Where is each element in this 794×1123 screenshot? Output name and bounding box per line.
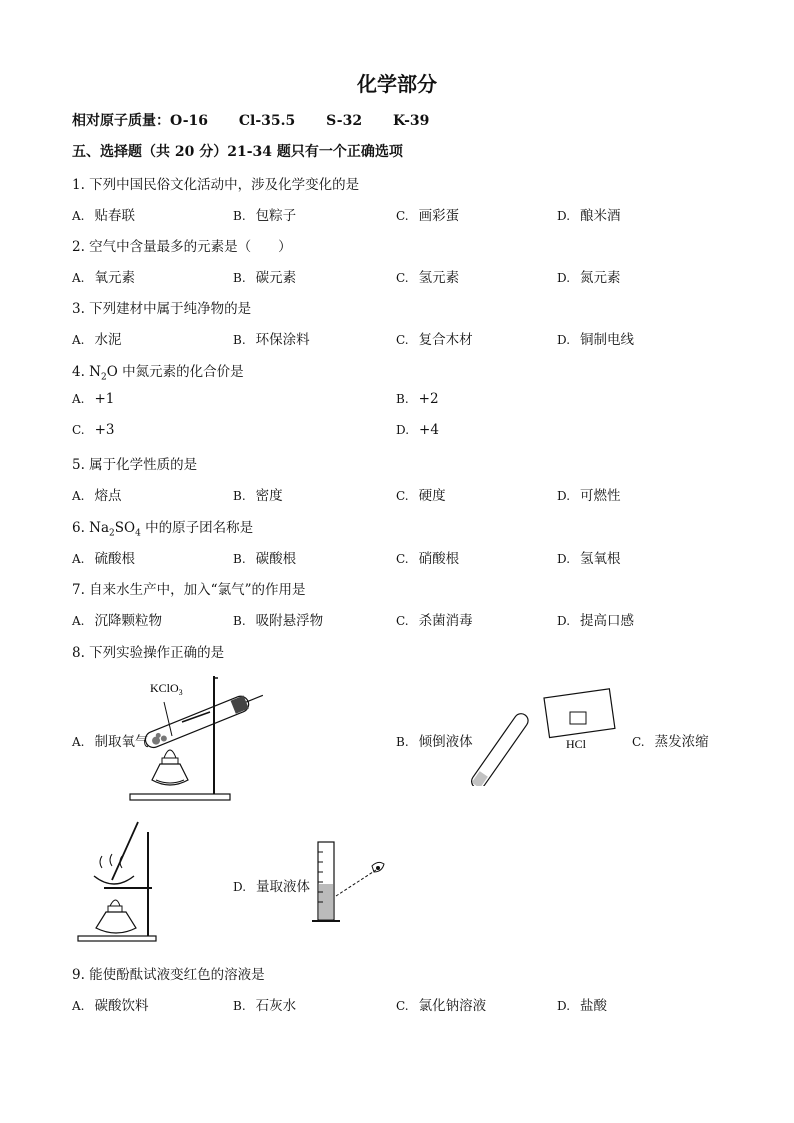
q7-option-d[interactable]	[557, 609, 634, 629]
option-text: 包粽子	[255, 208, 297, 224]
option-label: C.	[396, 999, 409, 1013]
option-text: 画彩蛋	[418, 208, 460, 224]
atomic-masses	[72, 110, 429, 130]
question-1-stem: 1. 下列中国民俗文化活动中，涉及化学变化的是	[72, 177, 360, 193]
q9-option-c[interactable]	[396, 994, 486, 1014]
q8-option-b[interactable]	[396, 730, 473, 750]
option-text: +4	[419, 422, 439, 438]
option-label: D.	[396, 423, 410, 437]
q5-option-a[interactable]	[72, 484, 121, 504]
option-label: C.	[632, 735, 645, 749]
option-text: 盐酸	[580, 998, 608, 1014]
option-text: 环保涂料	[255, 332, 310, 348]
q7-option-b[interactable]	[233, 609, 323, 629]
option-text: 硝酸根	[418, 551, 460, 567]
option-text: 水泥	[94, 332, 122, 348]
option-label: C.	[396, 614, 409, 628]
option-text: 氢元素	[418, 270, 460, 286]
option-text: 氢氧根	[580, 551, 621, 567]
option-label: B.	[233, 271, 246, 285]
option-label: A.	[72, 735, 85, 749]
option-text: 沉降颗粒物	[94, 613, 162, 629]
option-text: 氯化钠溶液	[418, 998, 487, 1014]
evaporation-figure	[74, 818, 164, 944]
stem-part: 4. N	[72, 364, 101, 380]
question-7-stem: 7. 自来水生产中，加入“氯气”的作用是	[72, 582, 306, 598]
q2-option-a[interactable]	[72, 266, 135, 286]
stem-part: O 中氮元素的化合价是	[106, 364, 244, 380]
option-label: C.	[396, 552, 409, 566]
option-text: 碳酸饮料	[94, 998, 149, 1014]
question-8-stem: 8. 下列实验操作正确的是	[72, 645, 225, 661]
option-text: 氮元素	[580, 270, 621, 286]
q3-option-a[interactable]	[72, 328, 121, 348]
option-text: 酿米酒	[580, 208, 621, 224]
mass-o: O-16	[170, 113, 209, 129]
stem-part: SO	[114, 520, 136, 536]
option-text: 氧元素	[94, 270, 135, 286]
q6-option-d[interactable]	[557, 547, 621, 567]
mass-k: K-39	[392, 113, 430, 129]
pouring-liquid-figure	[470, 686, 620, 786]
q1-option-c[interactable]	[396, 204, 459, 224]
q6-option-c[interactable]	[396, 547, 459, 567]
q6-option-a[interactable]	[72, 547, 135, 567]
q5-option-b[interactable]	[233, 484, 283, 504]
atomic-masses-label: 相对原子质量：	[72, 113, 170, 129]
option-label: A.	[72, 489, 85, 503]
q9-option-b[interactable]	[233, 994, 296, 1014]
option-label: D.	[557, 271, 571, 285]
q4-option-a[interactable]	[72, 391, 114, 407]
option-text: 硫酸根	[94, 551, 135, 567]
q2-option-c[interactable]	[396, 266, 459, 286]
q9-option-a[interactable]	[72, 994, 148, 1014]
option-text: 制取氧气	[94, 734, 149, 750]
option-label: A.	[72, 392, 85, 406]
option-label: D.	[557, 999, 571, 1013]
question-5-stem: 5. 属于化学性质的是	[72, 457, 198, 473]
option-label: C.	[396, 271, 409, 285]
option-label: A.	[72, 209, 85, 223]
option-label: D.	[557, 552, 571, 566]
subscript: 2	[100, 372, 107, 383]
stem-part: 中的原子团名称是	[140, 520, 254, 536]
q5-option-d[interactable]	[557, 484, 621, 504]
kclo3-label: KClO$_3$	[150, 681, 183, 697]
option-text: 铜制电线	[580, 332, 635, 348]
option-text: 碳酸根	[255, 551, 297, 567]
option-text: +1	[94, 391, 115, 407]
question-9-stem: 9. 能使酚酞试液变红色的溶液是	[72, 967, 265, 983]
question-3-stem: 3. 下列建材中属于纯净物的是	[72, 301, 252, 317]
option-text: +3	[94, 422, 115, 438]
q2-option-b[interactable]	[233, 266, 296, 286]
option-text: 硬度	[418, 488, 446, 504]
q4-option-d[interactable]	[396, 422, 439, 438]
option-text: 吸附悬浮物	[255, 613, 324, 629]
q5-option-c[interactable]	[396, 484, 446, 504]
option-label: D.	[557, 614, 571, 628]
option-text: 碳元素	[255, 270, 297, 286]
option-label: D.	[557, 489, 571, 503]
option-label: A.	[72, 271, 85, 285]
q3-option-b[interactable]	[233, 328, 310, 348]
q7-option-c[interactable]	[396, 609, 473, 629]
page-title: 化学部分	[357, 72, 437, 96]
option-label: C.	[396, 489, 409, 503]
hcl-label: HCl	[566, 737, 587, 751]
q7-option-a[interactable]	[72, 609, 162, 629]
option-text: 量取液体	[256, 879, 311, 895]
q3-option-c[interactable]	[396, 328, 473, 348]
option-label: C.	[396, 333, 409, 347]
question-4-stem	[72, 360, 244, 383]
option-label: D.	[233, 880, 247, 894]
measuring-cylinder-figure	[310, 838, 390, 926]
option-text: +2	[418, 391, 439, 407]
q8-option-d[interactable]	[233, 875, 310, 895]
mass-cl: Cl-35.5	[238, 113, 296, 129]
mass-s: S-32	[326, 113, 363, 129]
q6-option-b[interactable]	[233, 547, 296, 567]
q8-option-c[interactable]	[632, 730, 709, 750]
option-label: A.	[72, 614, 85, 628]
option-label: B.	[233, 489, 246, 503]
option-label: A.	[72, 552, 85, 566]
option-label: B.	[233, 209, 246, 223]
option-label: D.	[557, 209, 571, 223]
subscript: 2	[109, 528, 115, 539]
q3-option-d[interactable]	[557, 328, 634, 348]
q2-option-d[interactable]	[557, 266, 621, 286]
option-text: 提高口感	[580, 613, 635, 629]
q8-option-a[interactable]	[72, 730, 148, 750]
option-text: 复合木材	[418, 332, 473, 348]
option-label: B.	[233, 552, 246, 566]
option-text: 可燃性	[580, 488, 621, 504]
option-label: B.	[233, 999, 246, 1013]
option-text: 蒸发浓缩	[654, 734, 709, 750]
option-text: 倾倒液体	[418, 734, 473, 750]
option-label: A.	[72, 333, 85, 347]
subscript: 4	[135, 528, 141, 539]
option-label: B.	[396, 392, 409, 406]
option-text: 熔点	[94, 488, 122, 504]
q1-option-b[interactable]	[233, 204, 296, 224]
q4-option-b[interactable]	[396, 391, 439, 407]
stem-part: 6. Na	[72, 520, 110, 536]
option-label: C.	[72, 423, 85, 437]
option-text: 贴春联	[94, 208, 135, 224]
option-text: 杀菌消毒	[418, 613, 473, 629]
question-2-stem: 2. 空气中含量最多的元素是（ ）	[72, 239, 292, 255]
option-label: D.	[557, 333, 571, 347]
option-label: A.	[72, 999, 85, 1013]
section-heading: 五、选择题（共 20 分）21-34 题只有一个正确选项	[72, 144, 403, 160]
option-text: 石灰水	[255, 998, 297, 1014]
q1-option-a[interactable]	[72, 204, 135, 224]
q1-option-d[interactable]	[557, 204, 621, 224]
option-text: 密度	[255, 488, 283, 504]
option-label: B.	[396, 735, 409, 749]
option-label: B.	[233, 333, 246, 347]
option-label: C.	[396, 209, 409, 223]
question-6-stem	[72, 516, 253, 539]
option-label: B.	[233, 614, 246, 628]
q9-option-d[interactable]	[557, 994, 607, 1014]
q4-option-c[interactable]	[72, 422, 114, 438]
